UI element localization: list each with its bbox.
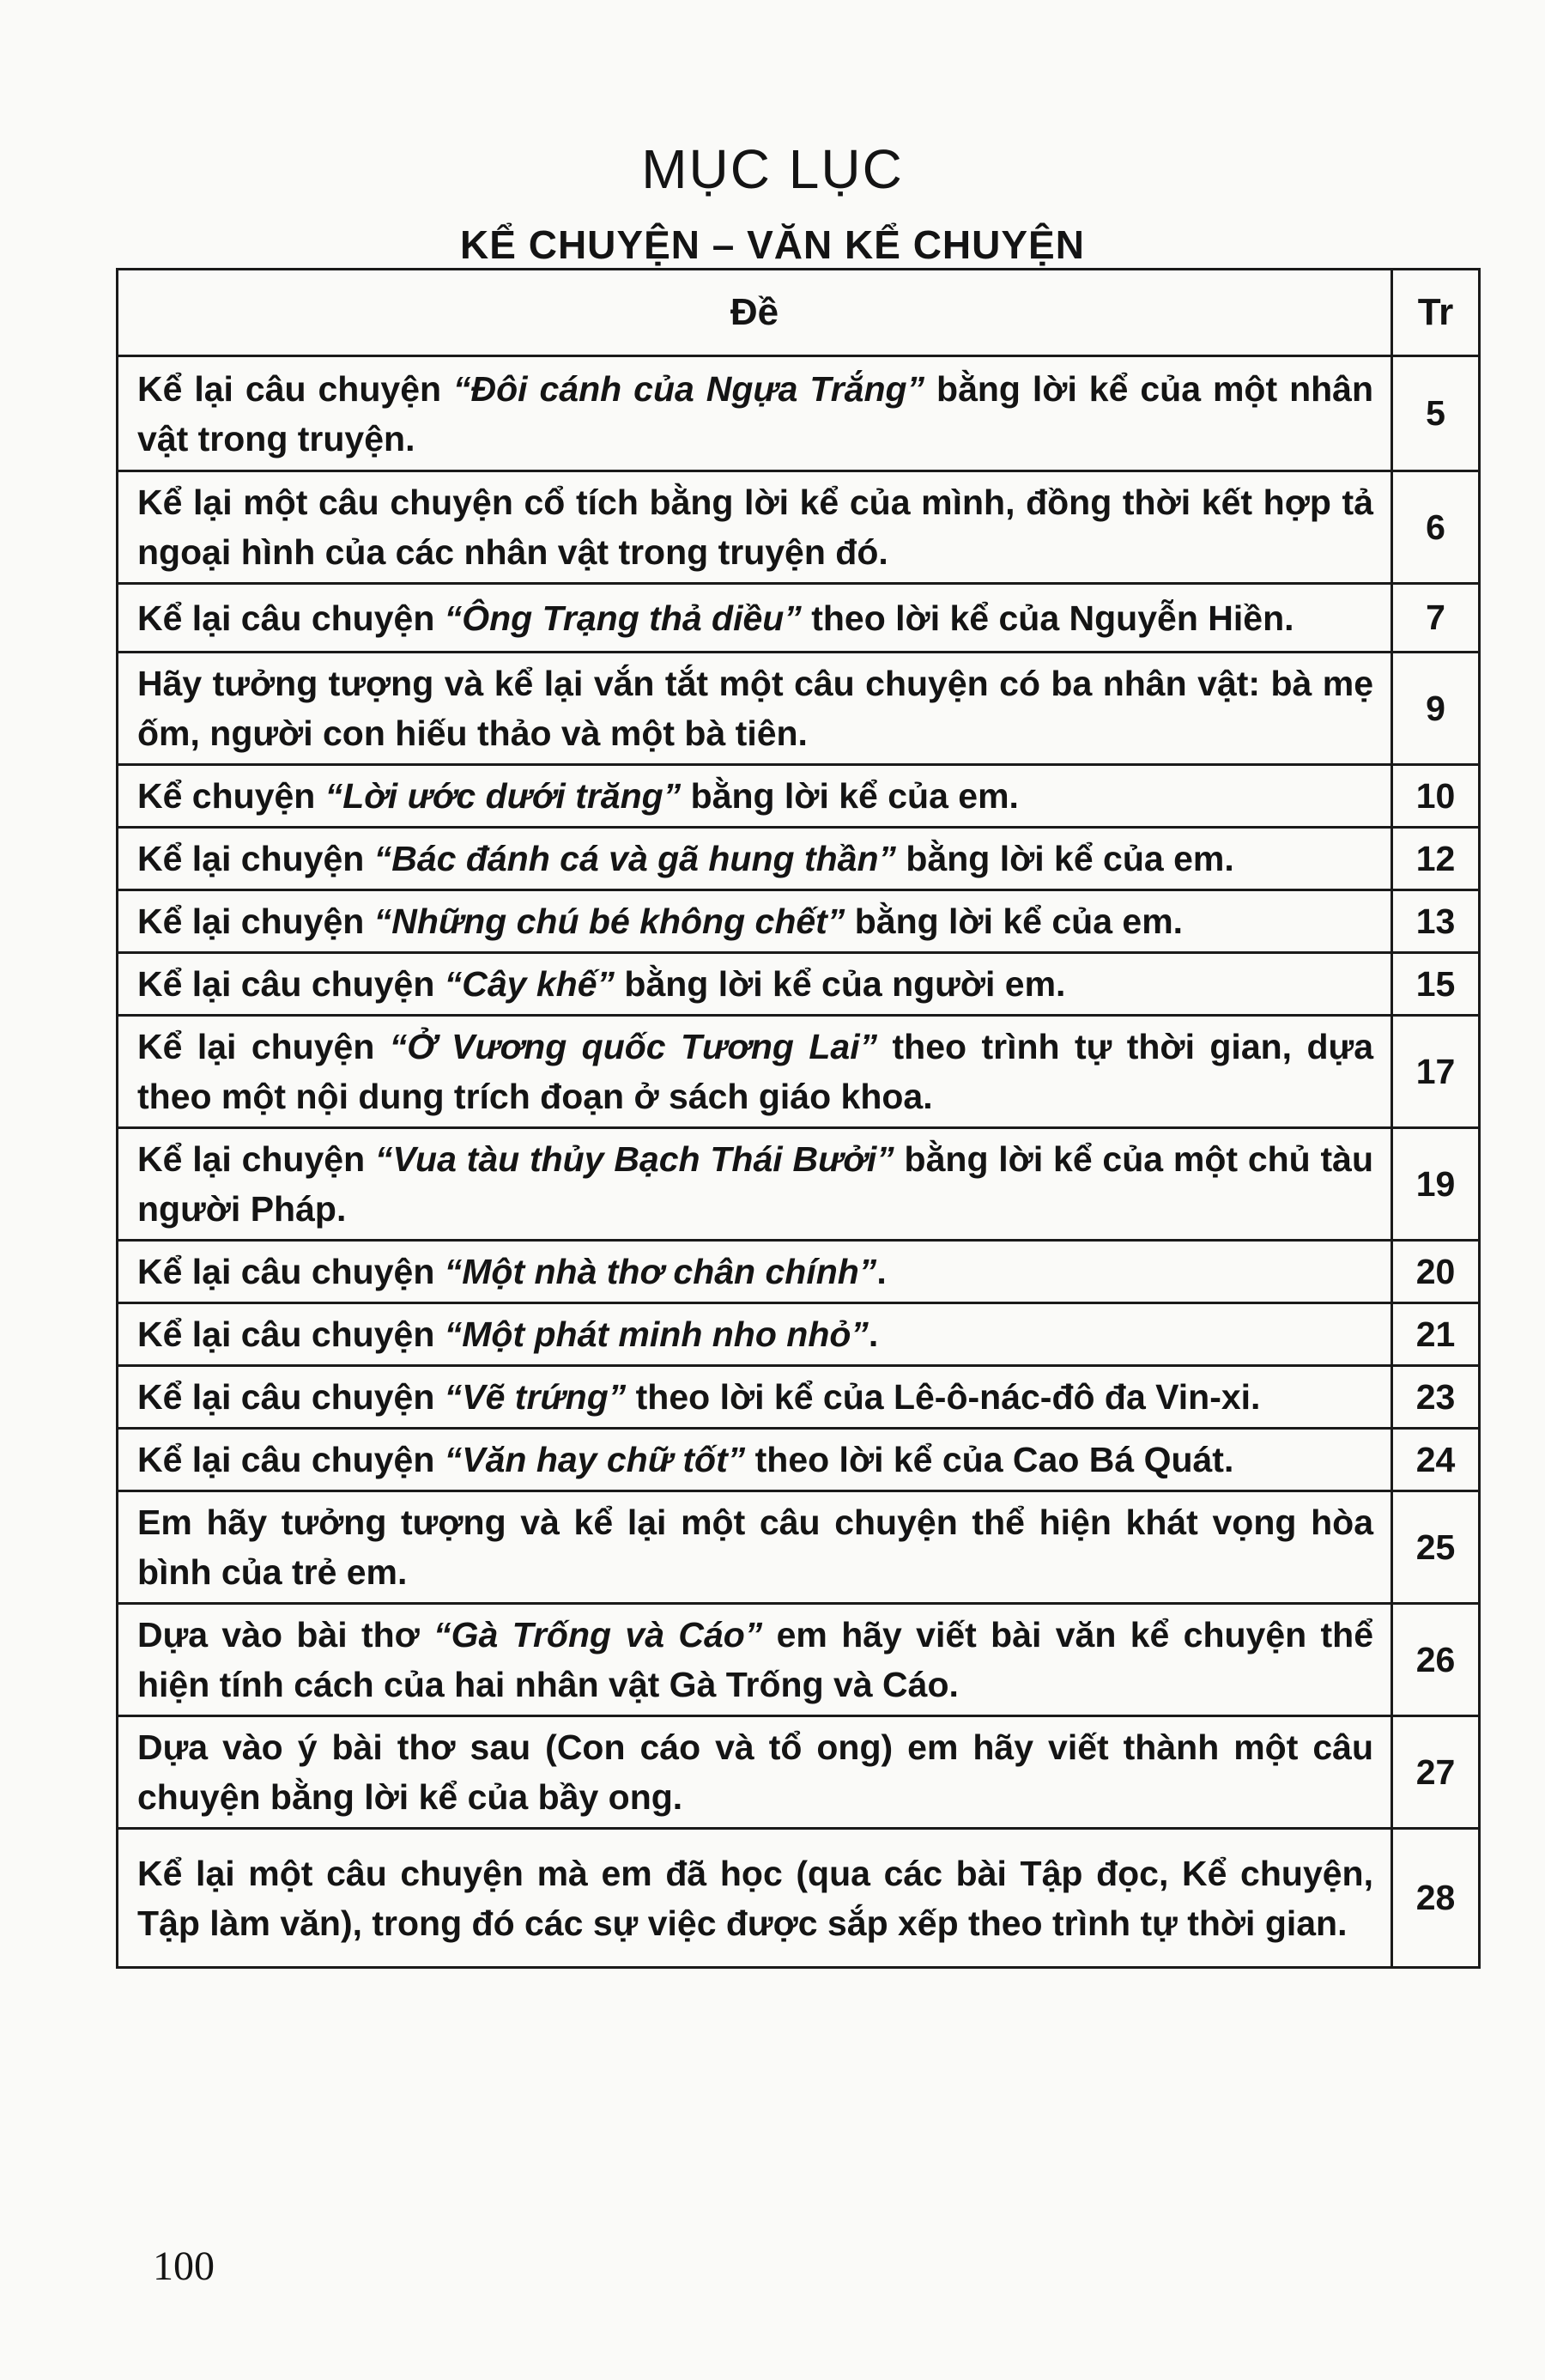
- toc-entry-text-tail: em hãy viết bài văn kể chuyện thể hiện tính cách của hai nhân vật Gà Trống và Cáo.: [137, 1615, 1374, 1704]
- page-number: 100: [153, 2243, 215, 2289]
- toc-entry-story-title: “Vua tàu thủy Bạch Thái Bưởi”: [374, 1139, 894, 1179]
- toc-entry-text-tail: bằng lời kể của người em.: [615, 964, 1066, 1004]
- column-header-page: Tr: [1392, 270, 1480, 356]
- toc-entry-page: 20: [1392, 1241, 1480, 1303]
- toc-entry-title: [118, 828, 1392, 890]
- toc-row: [118, 584, 1480, 653]
- toc-entry-page: 9: [1392, 653, 1480, 765]
- toc-entry-title: [118, 1604, 1392, 1716]
- toc-row: [118, 765, 1480, 828]
- toc-entry-text: Kể lại chuyện: [137, 1139, 375, 1179]
- toc-entry-title: [118, 1366, 1392, 1429]
- toc-entry-text: Dựa vào ý bài thơ sau (Con cáo và tổ ong) em hãy viết thành một câu chuyện bằng lời kể của bầy ong.: [137, 1727, 1373, 1817]
- toc-entry-text: Kể lại một câu chuyện mà em đã học (qua các bài Tập đọc, Kể chuyện, Tập làm văn), trong đó các sự việc được sắp xếp theo trình tự thời gian.: [137, 1853, 1373, 1943]
- toc-header-row: [118, 270, 1480, 356]
- toc-entry-text: Kể lại câu chuyện: [137, 1440, 445, 1479]
- toc-entry-text: Kể lại chuyện: [137, 1027, 390, 1066]
- toc-row: [118, 1429, 1480, 1491]
- toc-entry-page: 10: [1392, 765, 1480, 828]
- toc-entry-text-tail: theo lời kể của Lê-ô-nác-đô đa Vin-xi.: [626, 1377, 1261, 1417]
- toc-table: [116, 268, 1481, 1969]
- toc-entry-story-title: “Vẽ trứng”: [444, 1377, 627, 1417]
- toc-entry-story-title: “Một phát minh nho nhỏ”: [444, 1314, 869, 1354]
- toc-entry-story-title: “Lời ước dưới trăng”: [324, 776, 682, 816]
- toc-entry-page: 27: [1392, 1716, 1480, 1829]
- toc-entry-text-tail: theo lời kể của Nguyễn Hiền.: [801, 598, 1294, 638]
- toc-entry-page: 21: [1392, 1303, 1480, 1366]
- toc-entry-story-title: “Ông Trạng thả diều”: [444, 598, 802, 638]
- toc-entry-text: Kể lại một câu chuyện cổ tích bằng lời kể của mình, đồng thời kết hợp tả ngoại hình của các nhân vật trong truyện đó.: [137, 483, 1373, 572]
- toc-entry-title: [118, 1716, 1392, 1829]
- toc-entry-text-tail: .: [868, 1314, 879, 1354]
- toc-row: [118, 1016, 1480, 1128]
- toc-row: [118, 890, 1480, 953]
- toc-entry-text: Kể lại câu chuyện: [137, 1314, 445, 1354]
- toc-entry-text: Kể lại câu chuyện: [137, 368, 453, 409]
- toc-entry-story-title: “Một nhà thơ chân chính”: [444, 1252, 877, 1291]
- toc-entry-text: Kể chuyện: [137, 776, 325, 816]
- toc-entry-page: 17: [1392, 1016, 1480, 1128]
- toc-entry-text: Kể lại câu chuyện: [137, 598, 445, 638]
- toc-entry-title: [118, 356, 1392, 471]
- toc-entry-text-tail: bằng lời kể của em.: [681, 776, 1019, 816]
- toc-row: [118, 1604, 1480, 1716]
- toc-entry-page: 19: [1392, 1128, 1480, 1241]
- toc-entry-title: [118, 584, 1392, 653]
- toc-entry-page: 25: [1392, 1491, 1480, 1604]
- toc-entry-text-tail: theo lời kể của Cao Bá Quát.: [745, 1440, 1234, 1479]
- toc-entry-text-tail: bằng lời kể của một nhân vật trong truyện.: [137, 368, 1374, 458]
- toc-entry-text-tail: theo trình tự thời gian, dựa theo một nội dung trích đoạn ở sách giáo khoa.: [137, 1027, 1374, 1116]
- toc-entry-page: 26: [1392, 1604, 1480, 1716]
- toc-entry-title: [118, 1241, 1392, 1303]
- toc-entry-text-tail: bằng lời kể của em.: [845, 902, 1184, 941]
- toc-row: [118, 1366, 1480, 1429]
- toc-row: [118, 1491, 1480, 1604]
- toc-entry-story-title: “Đôi cánh của Ngựa Trắng”: [453, 368, 925, 409]
- toc-entry-title: [118, 1829, 1392, 1968]
- toc-entry-title: [118, 1491, 1392, 1604]
- toc-row: [118, 828, 1480, 890]
- toc-entry-page: 13: [1392, 890, 1480, 953]
- toc-entry-title: [118, 1128, 1392, 1241]
- toc-entry-text-tail: bằng lời kể của một chủ tàu người Pháp.: [137, 1139, 1374, 1229]
- toc-row: [118, 1241, 1480, 1303]
- toc-entry-page: 24: [1392, 1429, 1480, 1491]
- column-header-title: Đề: [118, 270, 1392, 356]
- toc-row: [118, 471, 1480, 584]
- toc-row: [118, 356, 1480, 471]
- toc-entry-text: Kể lại chuyện: [137, 902, 374, 941]
- toc-entry-story-title: “Ở Vương quốc Tương Lai”: [389, 1027, 878, 1066]
- toc-entry-title: [118, 1303, 1392, 1366]
- toc-entry-page: 7: [1392, 584, 1480, 653]
- toc-entry-title: [118, 1016, 1392, 1128]
- toc-entry-story-title: “Cây khế”: [444, 964, 615, 1004]
- toc-entry-page: 12: [1392, 828, 1480, 890]
- toc-entry-text-tail: bằng lời kể của em.: [896, 839, 1234, 878]
- toc-entry-page: 28: [1392, 1829, 1480, 1968]
- toc-row: [118, 1829, 1480, 1968]
- toc-entry-title: [118, 890, 1392, 953]
- toc-entry-story-title: “Gà Trống và Cáo”: [433, 1615, 763, 1654]
- toc-entry-story-title: “Những chú bé không chết”: [373, 902, 845, 941]
- toc-entry-title: [118, 1429, 1392, 1491]
- toc-entry-title: [118, 765, 1392, 828]
- toc-entry-text: Kể lại câu chuyện: [137, 1252, 445, 1291]
- toc-entry-text-tail: .: [876, 1252, 887, 1291]
- toc-entry-story-title: “Văn hay chữ tốt”: [444, 1440, 746, 1479]
- toc-entry-page: 5: [1392, 356, 1480, 471]
- toc-entry-page: 23: [1392, 1366, 1480, 1429]
- section-title: KỂ CHUYỆN – VĂN KỂ CHUYỆN: [460, 222, 1085, 267]
- toc-entry-title: [118, 653, 1392, 765]
- toc-entry-title: [118, 953, 1392, 1016]
- toc-entry-page: 15: [1392, 953, 1480, 1016]
- page-title: MỤC LỤC: [641, 138, 904, 200]
- toc-entry-text: Kể lại câu chuyện: [137, 964, 445, 1004]
- toc-entry-title: [118, 471, 1392, 584]
- toc-entry-text: Kể lại câu chuyện: [137, 1377, 445, 1417]
- toc-body: [118, 356, 1480, 1968]
- toc-entry-text: Em hãy tưởng tượng và kể lại một câu chuyện thể hiện khát vọng hòa bình của trẻ em.: [137, 1503, 1373, 1592]
- toc-row: [118, 1716, 1480, 1829]
- toc-row: [118, 1128, 1480, 1241]
- toc-entry-text: Dựa vào bài thơ: [137, 1615, 434, 1654]
- toc-entry-story-title: “Bác đánh cá và gã hung thần”: [373, 839, 896, 878]
- toc-entry-page: 6: [1392, 471, 1480, 584]
- toc-row: [118, 653, 1480, 765]
- toc-entry-text: Kể lại chuyện: [137, 839, 374, 878]
- toc-entry-text: Hãy tưởng tượng và kể lại vắn tắt một câu chuyện có ba nhân vật: bà mẹ ốm, người con hiếu thảo và một bà tiên.: [137, 664, 1373, 753]
- toc-row: [118, 1303, 1480, 1366]
- toc-row: [118, 953, 1480, 1016]
